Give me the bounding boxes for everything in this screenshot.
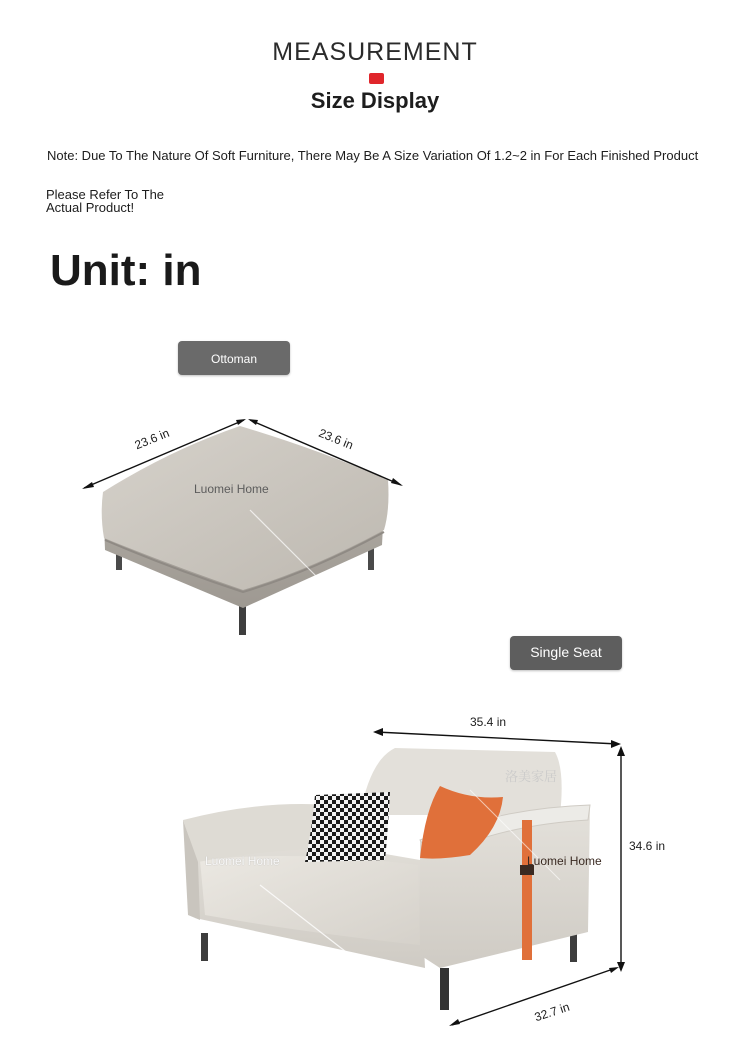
sofa-height-dim: 34.6 in bbox=[629, 839, 666, 853]
ottoman-leg bbox=[239, 605, 246, 635]
ottoman-illustration bbox=[0, 380, 750, 650]
ottoman-dim-left: 23.6 in bbox=[132, 425, 172, 453]
sofa-width-arrow bbox=[376, 732, 618, 744]
sofa-watermark-right: Luomei Home bbox=[527, 854, 602, 868]
refer-line-2: Actual Product! bbox=[46, 200, 135, 215]
unit-label: Unit: in bbox=[50, 246, 202, 295]
sofa-leg bbox=[440, 968, 449, 1010]
houndstooth-pillow bbox=[305, 792, 390, 862]
sofa-watermark-cn: 洛美家居 bbox=[505, 769, 558, 784]
sofa-leg bbox=[201, 933, 208, 961]
ottoman-watermark: Luomei Home bbox=[194, 482, 269, 496]
ottoman-tag: Ottoman bbox=[178, 341, 290, 375]
ottoman-dim-right: 23.6 in bbox=[316, 425, 356, 453]
single-seat-tag: Single Seat bbox=[510, 636, 622, 670]
sofa-width-dim: 35.4 in bbox=[470, 715, 507, 729]
red-accent-mark bbox=[369, 73, 384, 84]
sofa-leg bbox=[570, 932, 577, 962]
sofa-orange-strap bbox=[522, 820, 532, 960]
refer-line-1: Please Refer To The bbox=[46, 187, 165, 202]
sofa-depth-dim: 32.7 in bbox=[532, 999, 572, 1025]
refer-note bbox=[46, 188, 226, 214]
measurement-title: MEASUREMENT bbox=[272, 38, 478, 66]
single-seat-illustration bbox=[0, 700, 750, 1050]
size-display-heading: Size Display bbox=[310, 88, 440, 113]
sofa-watermark-left: Luomei Home bbox=[205, 854, 280, 868]
size-variation-note: Note: Due To The Nature Of Soft Furniture, There May Be A Size Variation Of 1.2~2 in For Each Finished Product bbox=[47, 148, 699, 163]
